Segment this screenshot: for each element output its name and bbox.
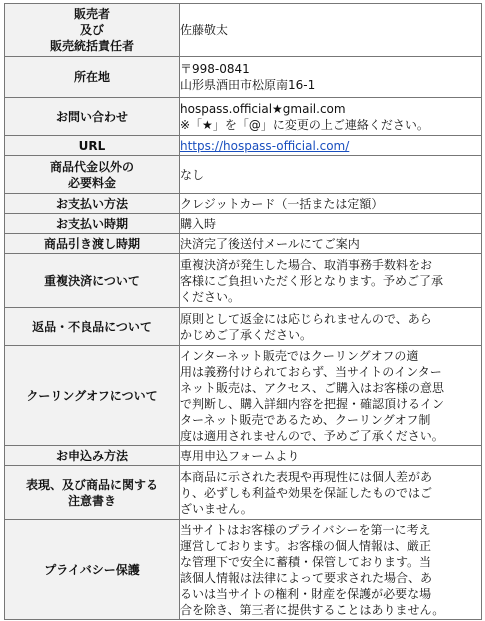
row-label-text: お申込み方法 [55, 448, 128, 463]
row-label-payment-method [5, 194, 180, 214]
row-label-disclaimer [5, 466, 180, 520]
table-row [5, 520, 482, 620]
row-label-cooling-off [5, 346, 180, 446]
table-row [5, 308, 482, 346]
table-row [5, 98, 482, 136]
row-label-extra-fees [5, 156, 180, 194]
row-label-url [5, 136, 180, 156]
row-label-text: 商品代金以外の 必要料金 [49, 159, 134, 190]
row-value-text: インターネット販売ではクーリングオフの適 用は義務付けられておらず、当サイトのインター ネット販売は、アクセス、ご購入はお客様の意思 で判断し、購入詳細内容を把握・確認頂けるイン ターネット販売であるため、クーリングオフ制 度は適用されませんので、予めご了承ください。 [180, 348, 445, 443]
row-value-payment-method [180, 194, 482, 214]
table-row [5, 57, 482, 98]
row-label-text: お支払い時期 [55, 216, 128, 231]
row-label-text: 商品引き渡し時期 [43, 236, 140, 251]
row-value-cooling-off [180, 346, 482, 446]
row-label-address [5, 57, 180, 98]
row-label-privacy [5, 520, 180, 620]
row-label-text: 表現、及び商品に関する 注意書き [25, 477, 158, 508]
row-label-text: 所在地 [73, 70, 110, 84]
row-value-application-method [180, 446, 482, 466]
row-label-application-method [5, 446, 180, 466]
row-label-text: URL [78, 138, 106, 153]
table-row [5, 234, 482, 254]
row-value-delivery-timing [180, 234, 482, 254]
row-label-text: 販売者 及び 販売統括責任者 [49, 7, 134, 53]
row-value-payment-timing [180, 214, 482, 234]
row-label-duplicate-payment [5, 254, 180, 308]
table-row [5, 346, 482, 446]
row-value-text: 〒998-0841 山形県酒田市松原南16-1 [180, 62, 316, 92]
row-value-text: 決済完了後送付メールにてご案内 [180, 236, 360, 251]
row-label-returns [5, 308, 180, 346]
row-value-returns [180, 308, 482, 346]
row-label-text: 重複決済について [44, 273, 140, 288]
row-label-delivery-timing [5, 234, 180, 254]
row-value-text: 専用申込フォームより [180, 448, 300, 463]
row-value-text: クレジットカード（一括または定額） [180, 196, 384, 211]
row-value-text: なし [180, 167, 205, 182]
table-row [5, 4, 482, 57]
row-value-disclaimer [180, 466, 482, 520]
row-label-text: 返品・不良品について [32, 319, 152, 334]
row-label-text: お支払い方法 [55, 196, 128, 211]
row-value-text: 本商品に示された表現や再現性には個人差があ り、必ずしも利益や効果を保証したものではご ざいません。 [180, 469, 433, 516]
table-row [5, 446, 482, 466]
row-value-duplicate-payment [180, 254, 482, 308]
row-value-extra-fees [180, 156, 482, 194]
row-label-text: お問い合わせ [55, 109, 128, 124]
row-value-url [180, 136, 482, 156]
table-row [5, 466, 482, 520]
table-row [5, 214, 482, 234]
row-value-text: 当サイトはお客様のプライバシーを第一に考え 運営しております。お客様の個人情報は、厳正 な管理下で安全に蓄積・保管しております。当 該個人情報は法律によって要求された場合、あ るいは当サイトの権利・財産を保護が必要な場 合を除き、第三者に提供することはありません。 [180, 522, 445, 617]
row-value-contact [180, 98, 482, 136]
row-value-seller [180, 4, 482, 57]
row-value-text: 重複決済が発生した場合、取消事務手数料をお 客様にご負担いただく形となります。予めご了承 ください。 [180, 257, 444, 304]
row-label-contact [5, 98, 180, 136]
row-value-text: 購入時 [180, 216, 217, 231]
row-value-text: 佐藤敬太 [180, 23, 229, 37]
row-value-text: 原則として返金には応じられませんので、あら かじめご了承ください。 [180, 311, 432, 342]
table-row [5, 254, 482, 308]
table-row [5, 156, 482, 194]
website-link[interactable]: https://hospass-official.com/ [180, 138, 350, 153]
row-value-address [180, 57, 482, 98]
row-value-text: hospass.official★gmail.com ※「★」を「@」に変更の上ご連絡ください。 [180, 101, 429, 132]
row-label-text: クーリングオフについて [26, 388, 158, 403]
row-value-privacy [180, 520, 482, 620]
table-row [5, 136, 482, 156]
row-label-seller [5, 4, 180, 57]
row-label-payment-timing [5, 214, 180, 234]
legal-info-table [4, 3, 482, 620]
table-row [5, 194, 482, 214]
row-label-text: プライバシー保護 [44, 562, 140, 577]
